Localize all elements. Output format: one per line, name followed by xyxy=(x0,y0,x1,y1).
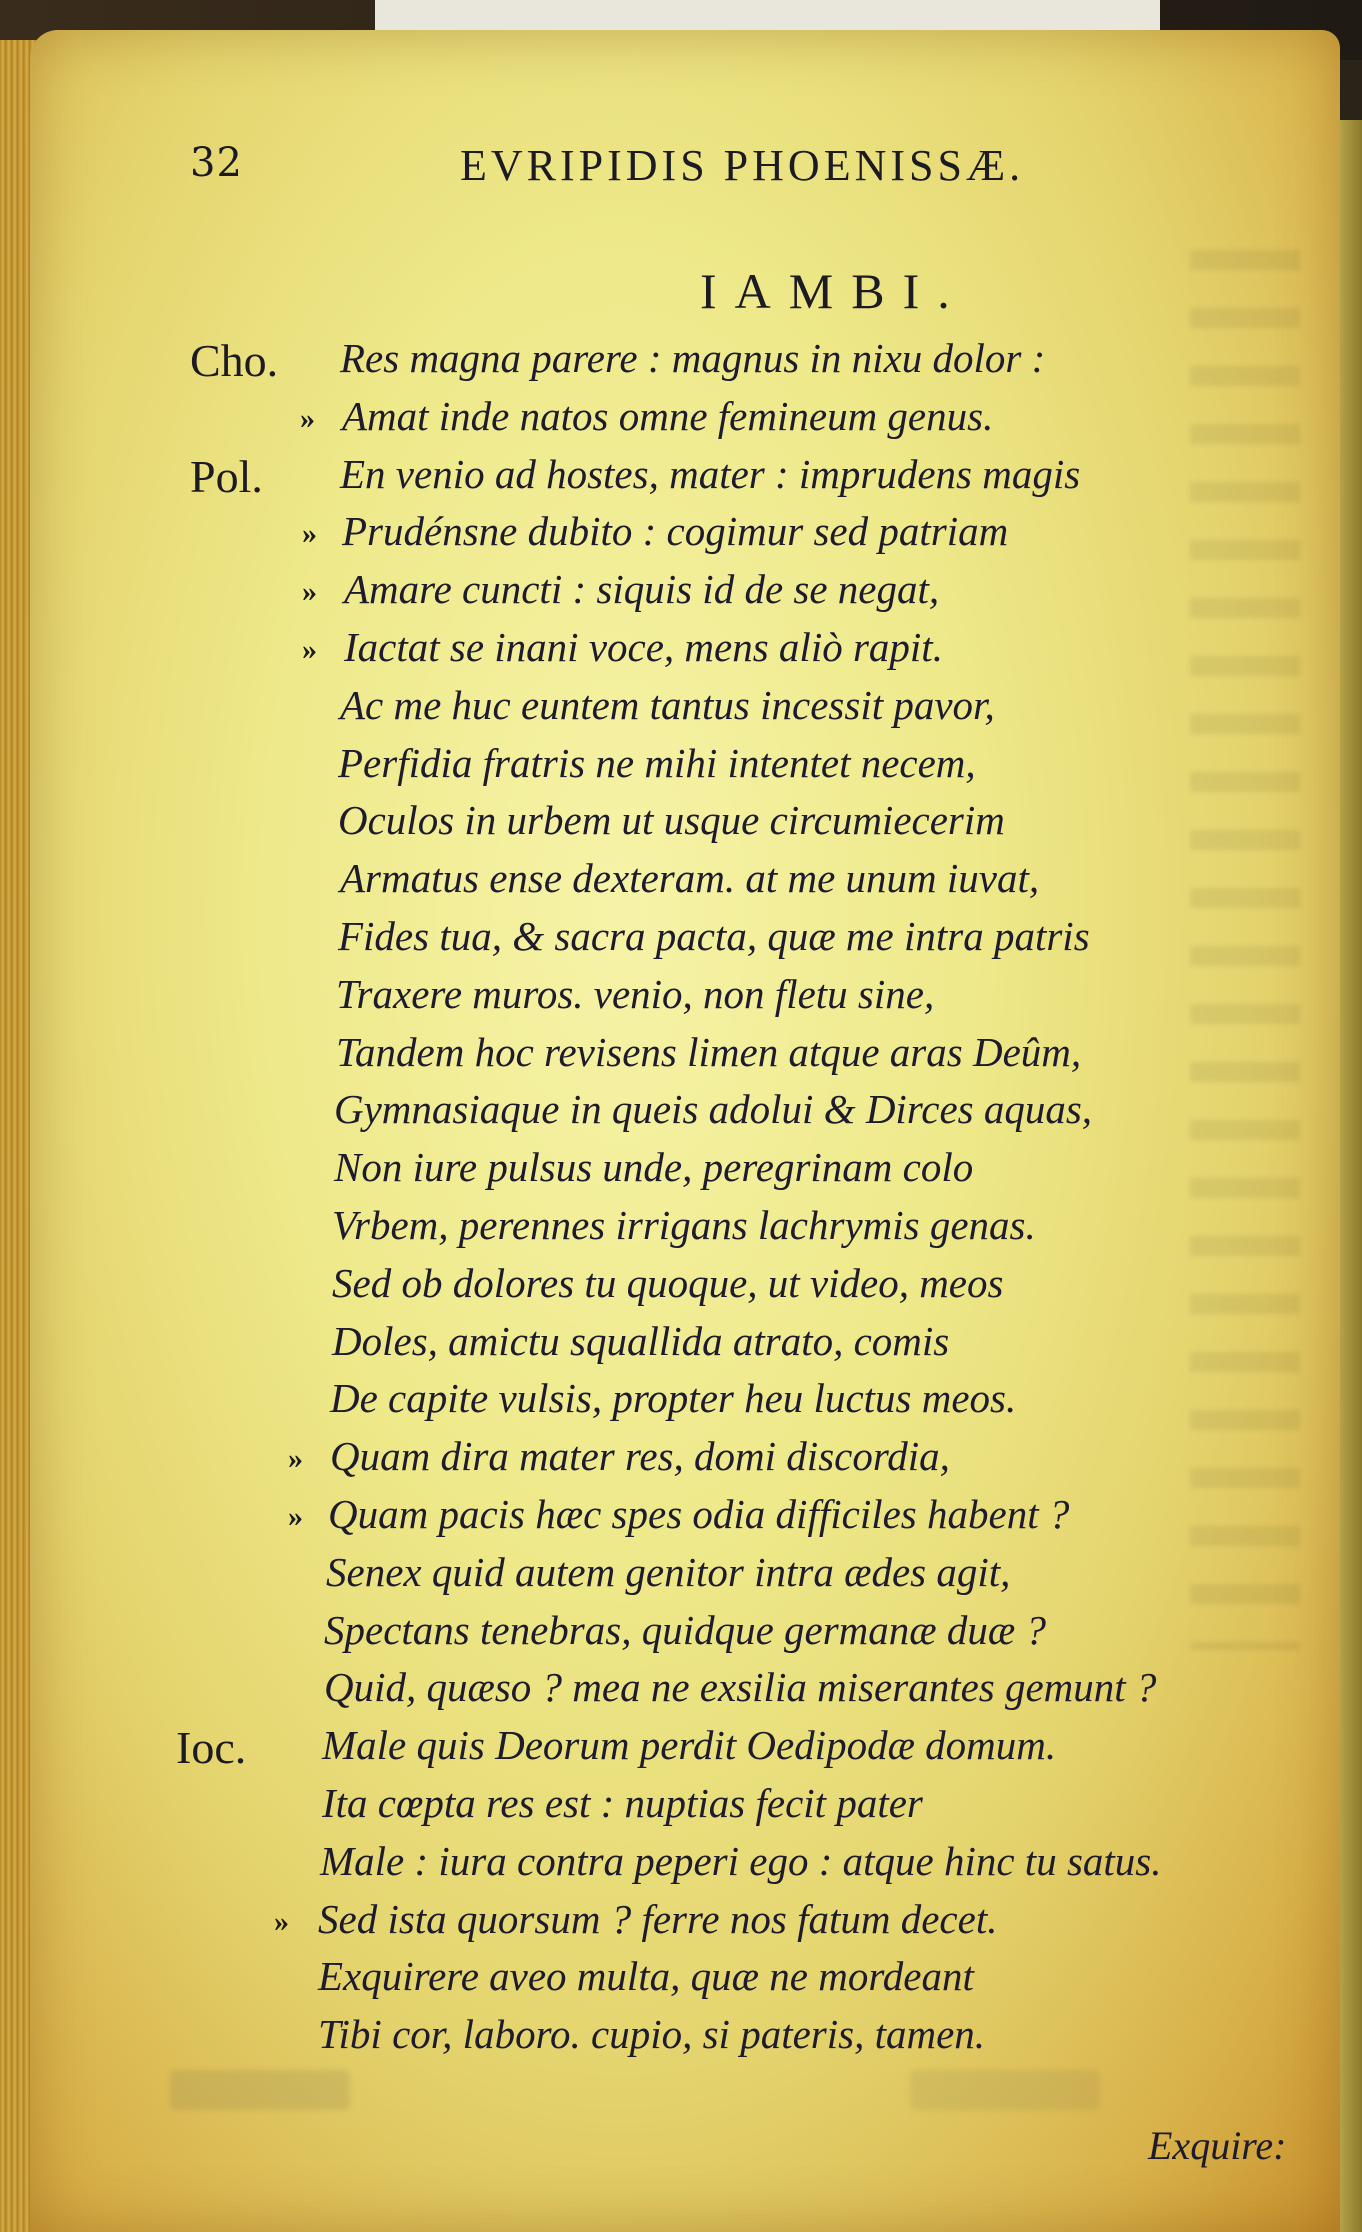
verse-line xyxy=(0,334,1362,392)
verse-text: Amat inde natos omne femineum genus. xyxy=(342,392,994,439)
verse-line xyxy=(0,1663,1362,1721)
verse-line xyxy=(0,1490,1362,1548)
verse-line xyxy=(0,1952,1362,2010)
speaker-label: Pol. xyxy=(190,450,263,502)
verse-text: Oculos in urbem ut usque circumiecerim xyxy=(338,797,1005,844)
gnomic-mark: » xyxy=(288,1499,303,1533)
verse-line xyxy=(0,450,1362,508)
show-through-text-bottom-right xyxy=(910,2070,1100,2110)
verse-text: Traxere muros. venio, non fletu sine, xyxy=(336,970,935,1017)
verse-lines xyxy=(0,334,1362,2068)
gnomic-mark: » xyxy=(302,632,317,666)
verse-text: Exquirere aveo multa, quæ ne mordeant xyxy=(318,1953,974,2000)
running-title: EVRIPIDIS PHOENISSÆ. xyxy=(460,141,1025,190)
verse-text: Armatus ense dexteram. at me unum iuvat, xyxy=(340,855,1040,902)
section-heading: IAMBI. xyxy=(700,263,968,319)
verse-line xyxy=(0,739,1362,797)
verse-line xyxy=(0,1201,1362,1259)
verse-text: Tandem hoc revisens limen atque aras Deûm, xyxy=(336,1028,1082,1075)
gnomic-mark: » xyxy=(302,575,317,609)
verse-text: Vrbem, perennes irrigans lachrymis genas. xyxy=(332,1201,1036,1248)
verse-text: Res magna parere : magnus in nixu dolor : xyxy=(340,335,1046,381)
verse-line xyxy=(0,2010,1362,2068)
verse-text: Gymnasiaque in queis adolui & Dirces aquas, xyxy=(334,1086,1093,1133)
verse-text: Perfidia fratris ne mihi intentet necem, xyxy=(338,739,976,786)
verse-line xyxy=(0,1432,1362,1490)
verse-line xyxy=(0,1085,1362,1143)
gnomic-mark: » xyxy=(288,1442,303,1476)
verse-line xyxy=(0,1317,1362,1375)
verse-text: Tibi cor, laboro. cupio, si pateris, tamen. xyxy=(318,2011,986,2058)
verse-line xyxy=(0,970,1362,1028)
verse-text: Male quis Deorum perdit Oedipodæ domum. xyxy=(322,1722,1057,1769)
verse-line xyxy=(0,1606,1362,1664)
verse-text: Sed ista quorsum ? ferre nos fatum decet. xyxy=(318,1895,998,1942)
verse-line xyxy=(0,1374,1362,1432)
verse-line xyxy=(0,1721,1362,1779)
gnomic-mark: » xyxy=(302,517,317,551)
verse-text: Quid, quæso ? mea ne exsilia miserantes gemunt ? xyxy=(324,1664,1157,1711)
verse-line xyxy=(0,1837,1362,1895)
verse-text: Fides tua, & sacra pacta, quæ me intra patris xyxy=(338,912,1090,959)
verse-text: Quam dira mater res, domi discordia, xyxy=(330,1433,950,1480)
gnomic-mark: » xyxy=(300,401,315,435)
catchword: Exquire: xyxy=(1148,2123,1287,2168)
verse-line xyxy=(0,796,1362,854)
verse-text: Ac me huc euntem tantus incessit pavor, xyxy=(340,681,995,728)
verse-text: Amare cuncti : siquis id de se negat, xyxy=(344,566,940,613)
verse-text: Iactat se inani voce, mens aliò rapit. xyxy=(344,623,943,670)
verse-line xyxy=(0,854,1362,912)
speaker-label: Cho. xyxy=(190,335,279,386)
verse-text: Quam pacis hæc spes odia difficiles habent ? xyxy=(328,1490,1070,1537)
verse-text: Prudénsne dubito : cogimur sed patriam xyxy=(342,508,1009,555)
verse-line xyxy=(0,1259,1362,1317)
verse-line xyxy=(0,912,1362,970)
verse-text: De capite vulsis, propter heu luctus meos. xyxy=(330,1375,1017,1422)
verse-text: Ita cœpta res est : nuptias fecit pater xyxy=(322,1779,923,1826)
verse-line xyxy=(0,1548,1362,1606)
verse-line xyxy=(0,681,1362,739)
verse-text: En venio ad hostes, mater : imprudens magis xyxy=(340,450,1081,497)
verse-line xyxy=(0,1779,1362,1837)
gnomic-mark: » xyxy=(274,1904,289,1938)
verse-line xyxy=(0,392,1362,450)
page-number: 32 xyxy=(190,140,243,186)
verse-line xyxy=(0,1895,1362,1953)
verse-text: Spectans tenebras, quidque germanæ duæ ? xyxy=(324,1606,1046,1653)
verse-text: Doles, amictu squallida atrato, comis xyxy=(332,1317,950,1364)
verse-text: Sed ob dolores tu quoque, ut video, meos xyxy=(332,1259,1004,1306)
show-through-text-bottom-left xyxy=(170,2070,350,2110)
speaker-label: Ioc. xyxy=(176,1722,247,1774)
page-header xyxy=(0,140,1362,200)
verse-line xyxy=(0,565,1362,623)
verse-line xyxy=(0,1028,1362,1086)
verse-text: Senex quid autem genitor intra ædes agit, xyxy=(326,1548,1011,1595)
verse-text: Male : iura contra peperi ego : atque hinc tu satus. xyxy=(320,1837,1162,1884)
verse-line xyxy=(0,623,1362,681)
verse-text: Non iure pulsus unde, peregrinam colo xyxy=(334,1144,974,1191)
verse-line xyxy=(0,1143,1362,1201)
verse-line xyxy=(0,507,1362,565)
